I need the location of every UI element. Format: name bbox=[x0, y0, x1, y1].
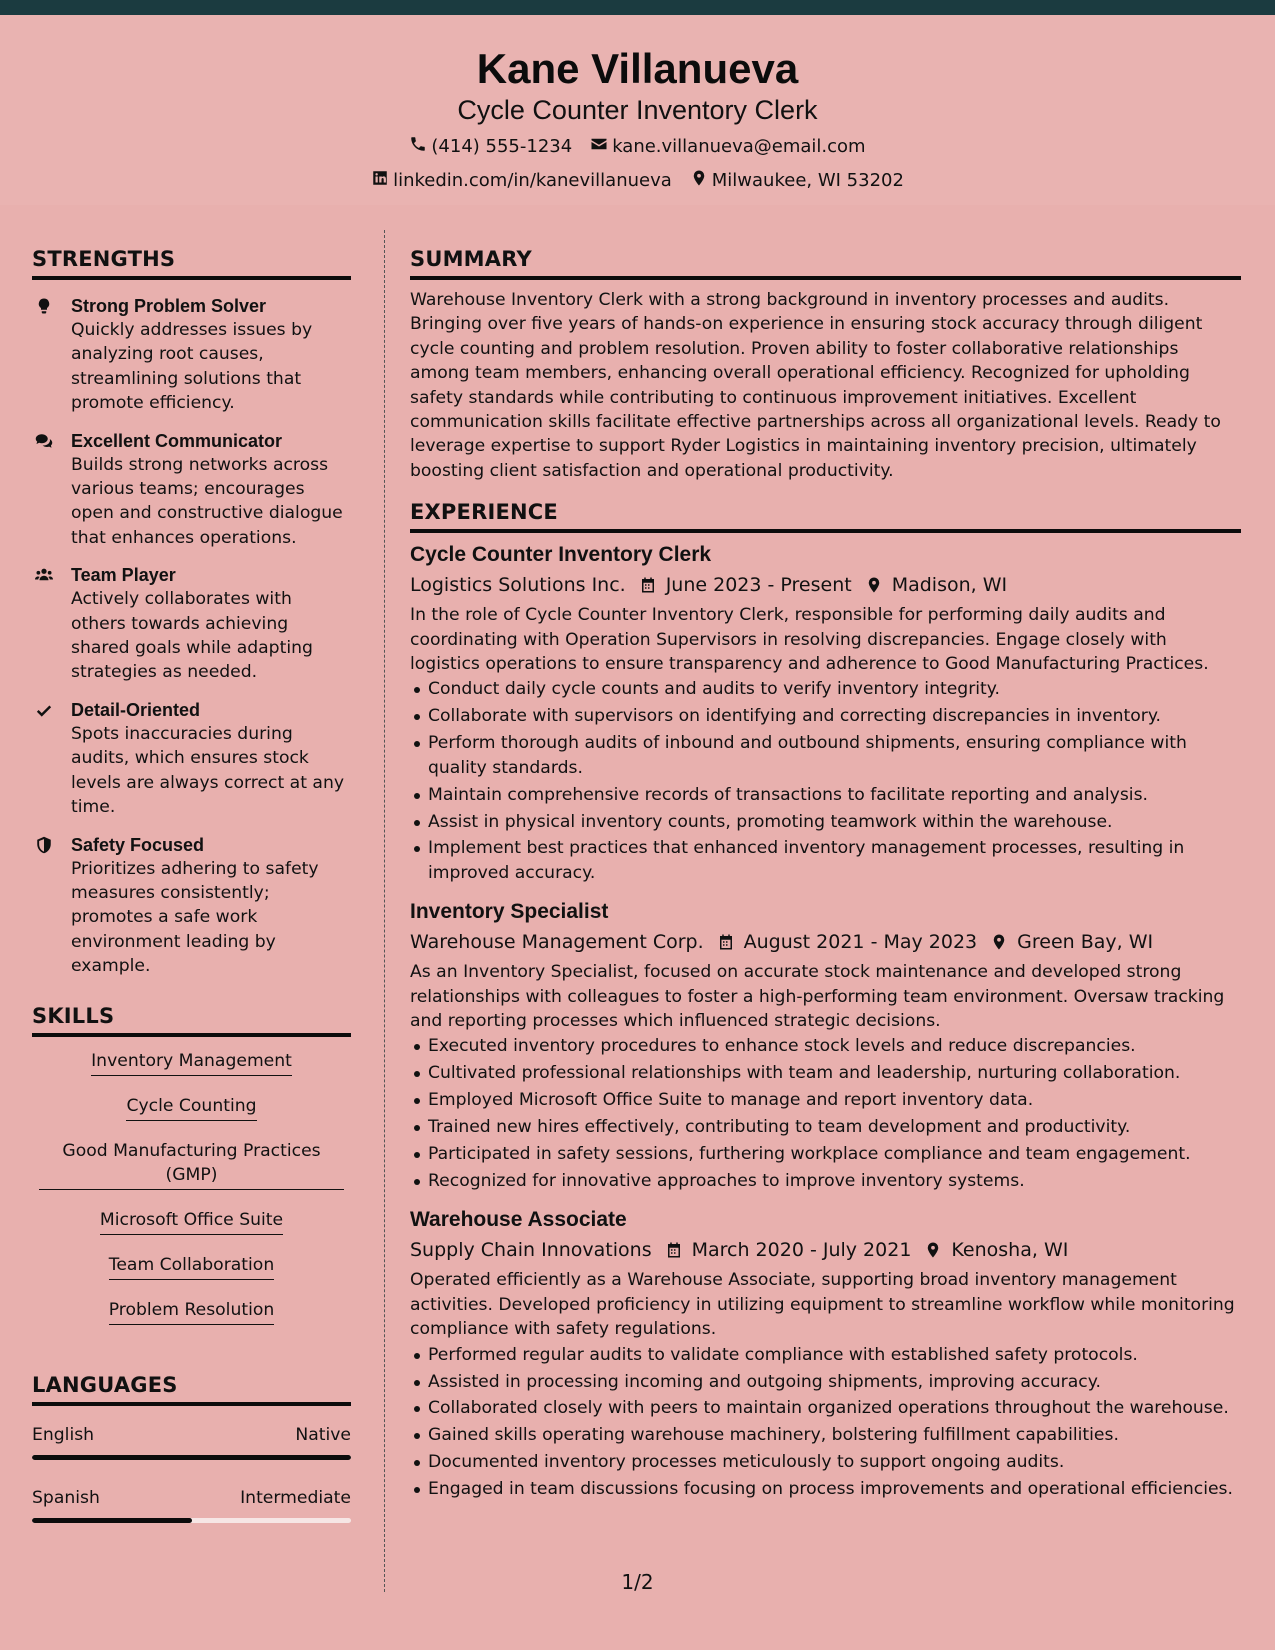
skill-tag: Problem Resolution bbox=[109, 1298, 275, 1325]
strength-title: Detail-Oriented bbox=[71, 699, 201, 720]
proficiency-bar bbox=[32, 1455, 351, 1460]
contact-row-secondary bbox=[0, 169, 1275, 193]
job-bullets bbox=[410, 677, 1241, 885]
check-icon bbox=[34, 701, 54, 719]
strength-item bbox=[32, 294, 351, 416]
job-description: In the role of Cycle Counter Inventory Clerk, responsible for performing daily audits and coordinating with Operation Supervisors in resolving discrepancies. Engage closely with logistics operations to ensure transparency and adherence to Good Manufacturing Practices. bbox=[410, 605, 1209, 675]
skill-tag: Inventory Management bbox=[91, 1049, 292, 1076]
left-column bbox=[32, 245, 351, 1523]
map-pin-icon bbox=[852, 576, 892, 594]
phone-icon bbox=[409, 135, 427, 159]
company-name: Supply Chain Innovations bbox=[410, 1239, 652, 1262]
skill-tag: Microsoft Office Suite bbox=[100, 1208, 283, 1235]
users-icon bbox=[34, 566, 54, 584]
location-text: Milwaukee, WI 53202 bbox=[711, 170, 904, 191]
column-divider bbox=[384, 230, 385, 1592]
strengths-section bbox=[32, 245, 351, 979]
job-title: Cycle Counter Inventory Clerk bbox=[410, 543, 712, 567]
job-description: Operated efficiently as a Warehouse Associate, supporting broad inventory management activities. Developed proficiency in utilizing equipment to streamline workflow while monitoring compliance with safety regulations. bbox=[410, 1270, 1235, 1340]
strength-title: Safety Focused bbox=[71, 834, 205, 855]
language-item bbox=[32, 1486, 351, 1523]
strength-desc: Prioritizes adhering to safety measures consistently; promotes a safe work environment leading by example. bbox=[71, 858, 319, 977]
job-title: Warehouse Associate bbox=[410, 1208, 627, 1232]
shield-icon bbox=[34, 836, 54, 854]
job-entry bbox=[410, 541, 1241, 885]
skills-heading: SKILLS bbox=[32, 1002, 351, 1037]
jobs-list bbox=[410, 541, 1241, 1501]
skill-tag: Good Manufacturing Practices (GMP) bbox=[39, 1139, 344, 1190]
strength-desc: Builds strong networks across various teams; encourages open and constructive dialogue that enhances operations. bbox=[71, 454, 343, 548]
skills-list bbox=[32, 1049, 351, 1343]
job-dates: June 2023 - Present bbox=[665, 574, 852, 597]
job-location: Green Bay, WI bbox=[1017, 931, 1154, 954]
linkedin-contact[interactable] bbox=[371, 169, 672, 193]
experience-heading: EXPERIENCE bbox=[410, 498, 1241, 533]
job-bullet: Executed inventory procedures to enhance stock levels and reduce discrepancies. bbox=[410, 1034, 1241, 1058]
calendar-icon bbox=[652, 1241, 692, 1259]
summary-text: Warehouse Inventory Clerk with a strong background in inventory processes and audits. Bringing over five years of hands-on experience in ensuring stock accuracy through diligent cycle counting and problem resolution. Proven ability to foster collaborative relationships among team members, enhancing overall operational efficiency. Recognized for upholding safety standards while contributing to continuous improvement initiatives. Excellent communication skills facilitate effective partnerships across all organizational levels. Ready to leverage expertise to support Ryder Logistics in maintaining inventory precision, ultimately boosting client satisfaction and operational productivity. bbox=[410, 290, 1221, 481]
comments-icon bbox=[34, 432, 54, 450]
job-bullet: Perform thorough audits of inbound and outbound shipments, ensuring compliance with quality standards. bbox=[410, 731, 1241, 780]
company-name: Warehouse Management Corp. bbox=[410, 931, 704, 954]
job-bullet: Documented inventory processes meticulously to support ongoing audits. bbox=[410, 1450, 1241, 1474]
job-bullet: Assisted in processing incoming and outgoing shipments, improving accuracy. bbox=[410, 1370, 1241, 1394]
job-location: Madison, WI bbox=[891, 574, 1008, 597]
calendar-icon bbox=[704, 933, 744, 951]
job-meta bbox=[410, 929, 1241, 955]
email-text: kane.villanueva@email.com bbox=[612, 136, 866, 157]
job-bullet: Gained skills operating warehouse machinery, bolstering fulfillment capabilities. bbox=[410, 1423, 1241, 1447]
strength-item bbox=[32, 698, 351, 820]
candidate-name: Kane Villanueva bbox=[476, 45, 799, 92]
phone-text: (414) 555-1234 bbox=[431, 136, 573, 157]
linkedin-icon bbox=[371, 169, 389, 193]
job-bullet: Performed regular audits to validate compliance with established safety protocols. bbox=[410, 1343, 1241, 1367]
strength-item bbox=[32, 833, 351, 979]
job-bullet: Cultivated professional relationships with team and leadership, nurturing collaboration. bbox=[410, 1061, 1241, 1085]
languages-section bbox=[32, 1371, 351, 1523]
map-pin-icon bbox=[977, 933, 1017, 951]
job-bullet: Maintain comprehensive records of transactions to facilitate reporting and analysis. bbox=[410, 783, 1241, 807]
job-location: Kenosha, WI bbox=[951, 1239, 1069, 1262]
linkedin-text: linkedin.com/in/kanevillanueva bbox=[393, 170, 672, 191]
language-name: Spanish bbox=[32, 1487, 100, 1508]
language-level: Native bbox=[295, 1424, 351, 1445]
right-column bbox=[410, 245, 1241, 1504]
job-bullet: Collaborated closely with peers to maintain organized operations throughout the warehouse. bbox=[410, 1396, 1241, 1420]
map-pin-icon bbox=[911, 1241, 951, 1259]
job-entry bbox=[410, 898, 1241, 1193]
resume-header bbox=[0, 15, 1275, 205]
location-contact bbox=[690, 169, 904, 193]
strength-desc: Spots inaccuracies during audits, which ensures stock levels are always correct at any time. bbox=[71, 723, 345, 818]
language-level: Intermediate bbox=[240, 1487, 351, 1508]
job-title: Inventory Specialist bbox=[410, 900, 609, 924]
job-bullet: Participated in safety sessions, furthering workplace compliance and team engagement. bbox=[410, 1142, 1241, 1166]
page-number: 1/2 bbox=[621, 1570, 654, 1594]
strength-item bbox=[32, 429, 351, 551]
job-dates: March 2020 - July 2021 bbox=[691, 1239, 912, 1262]
job-bullet: Recognized for innovative approaches to improve inventory systems. bbox=[410, 1169, 1241, 1193]
top-accent-bar bbox=[0, 0, 1275, 15]
phone-contact[interactable] bbox=[409, 135, 572, 159]
job-bullet: Assist in physical inventory counts, promoting teamwork within the warehouse. bbox=[410, 810, 1241, 834]
proficiency-fill bbox=[32, 1455, 351, 1460]
email-contact[interactable] bbox=[590, 135, 865, 159]
job-bullet: Trained new hires effectively, contributing to team development and productivity. bbox=[410, 1115, 1241, 1139]
job-bullets bbox=[410, 1343, 1241, 1502]
job-meta bbox=[410, 572, 1241, 598]
candidate-title: Cycle Counter Inventory Clerk bbox=[457, 95, 818, 125]
language-item bbox=[32, 1423, 351, 1460]
calendar-icon bbox=[626, 576, 666, 594]
strength-title: Excellent Communicator bbox=[71, 430, 283, 451]
language-name: English bbox=[32, 1424, 95, 1445]
strength-title: Team Player bbox=[71, 565, 176, 586]
envelope-icon bbox=[590, 135, 608, 159]
proficiency-fill bbox=[32, 1518, 192, 1523]
proficiency-bar bbox=[32, 1518, 351, 1523]
map-pin-icon bbox=[690, 169, 708, 193]
lightbulb-icon bbox=[34, 297, 54, 315]
experience-section bbox=[410, 498, 1241, 1501]
job-entry bbox=[410, 1206, 1241, 1501]
job-meta bbox=[410, 1237, 1241, 1263]
job-dates: August 2021 - May 2023 bbox=[743, 931, 978, 954]
job-description: As an Inventory Specialist, focused on accurate stock maintenance and developed strong relationships with colleagues to foster a high-performing team environment. Oversaw tracking and reporting processes which influenced strategic decisions. bbox=[410, 962, 1225, 1032]
job-bullet: Collaborate with supervisors on identifying and correcting discrepancies in inventory. bbox=[410, 704, 1241, 728]
job-bullet: Implement best practices that enhanced inventory management processes, resulting in improved accuracy. bbox=[410, 836, 1241, 885]
skill-tag: Team Collaboration bbox=[109, 1253, 274, 1280]
summary-section bbox=[410, 245, 1241, 483]
strength-desc: Actively collaborates with others towards achieving shared goals while adapting strategies as needed. bbox=[71, 589, 313, 683]
strength-desc: Quickly addresses issues by analyzing root causes, streamlining solutions that promote efficiency. bbox=[71, 320, 313, 414]
job-bullet: Engaged in team discussions focusing on process improvements and operational efficiencies. bbox=[410, 1477, 1241, 1501]
contact-row-primary bbox=[0, 135, 1275, 159]
company-name: Logistics Solutions Inc. bbox=[410, 574, 626, 597]
summary-heading: SUMMARY bbox=[410, 245, 1241, 280]
job-bullet: Employed Microsoft Office Suite to manage and report inventory data. bbox=[410, 1088, 1241, 1112]
skills-section bbox=[32, 1002, 351, 1343]
skill-tag: Cycle Counting bbox=[126, 1094, 256, 1121]
strengths-heading: STRENGTHS bbox=[32, 245, 351, 280]
job-bullets bbox=[410, 1034, 1241, 1193]
strength-title: Strong Problem Solver bbox=[71, 296, 267, 316]
job-bullet: Conduct daily cycle counts and audits to verify inventory integrity. bbox=[410, 677, 1241, 701]
languages-heading: LANGUAGES bbox=[32, 1371, 351, 1406]
strength-item bbox=[32, 563, 351, 685]
